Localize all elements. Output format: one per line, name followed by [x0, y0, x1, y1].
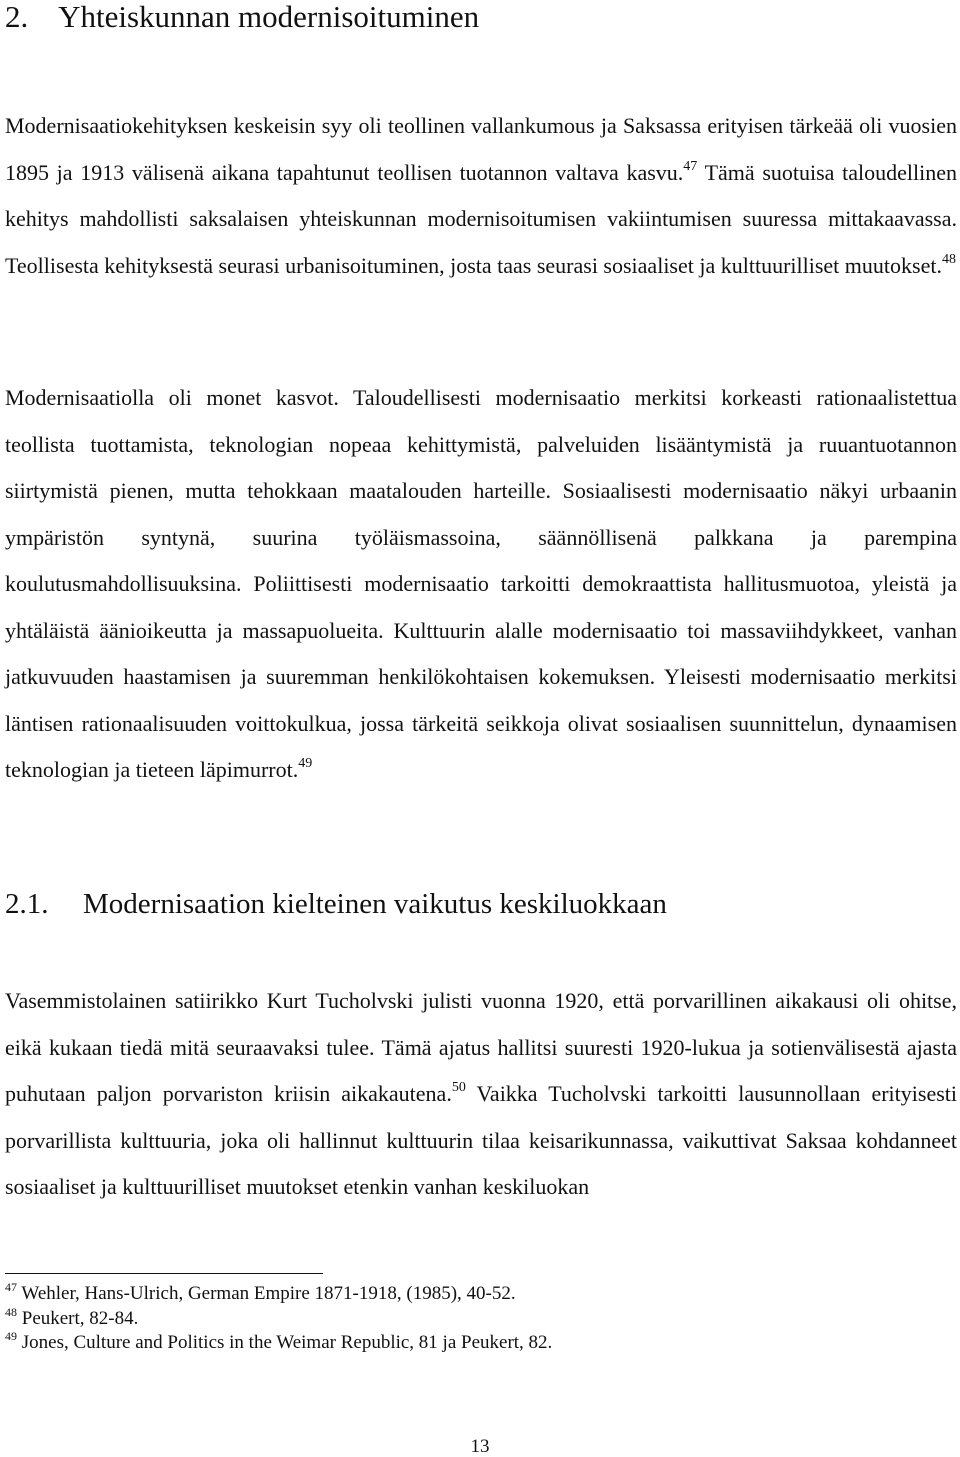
footnote-ref[interactable]: 48	[941, 251, 956, 267]
paragraph-text: Tämä suotuisa taloudellinen kehitys mahdollisti saksalaisen yhteiskunnan modernisoitumisen vakiintumisen suuressa mittakaavassa. Teollisesta kehityksestä seurasi urbanisoituminen, josta taas seurasi sosiaaliset ja kulttuurilliset muutokset.	[5, 159, 957, 278]
paragraph-text: Modernisaatiokehityksen keskeisin syy oli teollinen vallankumous ja Saksassa erityisen tärkeää oli vuosien 1895 ja 1913 välisenä aikana tapahtunut teollisen tuotannon valtava kasvu.	[5, 113, 957, 185]
paragraph-text: Modernisaatiolla oli monet kasvot. Taloudellisesti modernisaatio merkitsi korkeasti rationaalistettua teollista tuottamista, teknologian nopeaa kehittymistä, palveluiden lisääntymistä ja ruuantuotannon siirtymistä pienen, mutta tehokkaan maatalouden harteille. Sosiaalisesti modernisaatio näkyi urbaanin ympäristön syntynä, suurina työläismassoina, säännöllisenä palkkana ja parempina koulutusmahdollisuuksina. Poliittisesti modernisaatio tarkoitti demokraattista hallitusmuotoa, yleistä ja yhtäläistä äänioikeutta ja massapuolueita. Kulttuurin alalle modernisaatio toi massaviihdykkeet, vanhan jatkuvuuden haastamisen ja suuremman henkilökohtaisen kokemuksen. Yleisesti modernisaatio merkitsi läntisen rationaalisuuden voittokulkua, jossa tärkeitä seikkoja olivat sosiaalisen suunnittelun, dynaamisen teknologian ja tieteen läpimurrot.	[5, 385, 957, 782]
footnote-ref[interactable]: 50	[451, 1080, 466, 1095]
section-heading	[5, 884, 667, 924]
page-number: 13	[470, 1436, 490, 1457]
paragraph-industrial-revolution	[5, 103, 957, 289]
footnote-text: Peukert, 82-84.	[17, 1307, 139, 1329]
section-title: Modernisaation kielteinen vaikutus keskiluokkaan	[83, 888, 667, 920]
paragraph-text: Vaikka Tucholvski tarkoitti lausunnollaan erityisesti porvarillista kulttuuria, joka oli hallinnut kulttuurin tilaa keisarikunnassa, vaikuttivat Saksaa kohdanneet sosiaaliset ja kulttuurilliset muutokset etenkin vanhan keskiluokan	[5, 1081, 957, 1199]
footnotes	[5, 1282, 905, 1356]
paragraph-modernisation-faces	[5, 375, 957, 794]
footnote-ref[interactable]: 49	[298, 756, 313, 771]
footnote-item	[5, 1331, 905, 1356]
footnote-number: 49	[5, 1329, 17, 1343]
footnote-text: Wehler, Hans-Ulrich, German Empire 1871-1918, (1985), 40-52.	[17, 1283, 516, 1304]
section-number: 2.1.	[5, 888, 49, 920]
footnote-ref[interactable]: 47	[683, 158, 698, 174]
paragraph-text: Vasemmistolainen satiirikko Kurt Tucholvski julisti vuonna 1920, että porvarillinen aikakausi oli ohitse, eikä kukaan tiedä mitä seuraavaksi tulee. Tämä ajatus hallitsi suuresti 1920-lukua ja sotienvälisestä ajasta puhutaan paljon porvariston kriisin aikakautena.	[5, 988, 957, 1106]
paragraph-tucholsky	[5, 978, 957, 1211]
footnote-item	[5, 1282, 905, 1307]
footnote-number: 47	[5, 1280, 17, 1294]
footnote-divider	[5, 1273, 323, 1274]
footnote-text: Jones, Culture and Politics in the Weimar Republic, 81 ja Peukert, 82.	[17, 1332, 553, 1353]
footnote-number: 48	[5, 1304, 17, 1319]
chapter-heading: 2. Yhteiskunnan modernisoituminen	[5, 0, 480, 34]
footnote-item	[5, 1304, 905, 1332]
